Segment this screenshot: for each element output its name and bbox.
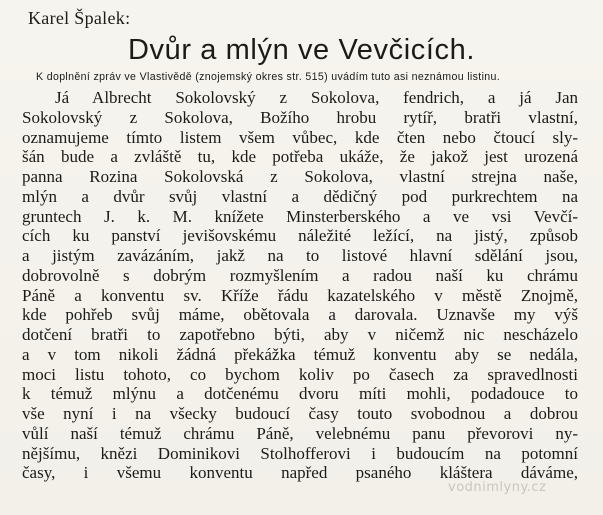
text-line: gruntech J. k. M. knížete Minsterberského a ve vsi Vevčí- xyxy=(22,206,578,226)
text-line: moci listu tohoto, co bychom koliv po časech za spravedlnosti xyxy=(22,364,578,384)
text-line: vše nyní i na všecky budoucí časy touto svobodnou a dobrou xyxy=(22,404,578,423)
body-text xyxy=(22,88,578,483)
text-line: časy, i všemu konventu napřed psaného kláštera dáváme, xyxy=(22,463,578,483)
article-title: Dvůr a mlýn ve Vevčicích. xyxy=(128,34,475,66)
text-line: mlýn a dvůr svůj vlastní a dědičný pod purkrechtem na xyxy=(22,186,578,206)
text-line: kde pohřeb svůj máme, obětovala a darovala. Uznavše my výš xyxy=(22,305,578,325)
text-line: šán bude a zvláště tu, kde potřeba ukáže, že jakož jest urozená xyxy=(22,147,578,167)
text-line: k témuž mlýnu a dotčenému dvoru míti mohli, podadouce to xyxy=(22,384,578,404)
text-line: Páně a konventu sv. Kříže řádu kazatelského v městě Znojmě, xyxy=(22,285,578,305)
text-line: a jistým zavázáním, jakž na to listové hlavní sdělání jsou, xyxy=(22,246,578,265)
text-line: dobrovolně s dobrým rozmyšlením a radou naší ku chrámu xyxy=(22,265,578,285)
text-line: Já Albrecht Sokolovský z Sokolova, fendrich, a já Jan xyxy=(55,88,578,107)
author-name: Karel Špalek: xyxy=(28,8,131,28)
text-line: Sokolovský z Sokolova, Božího hrobu rytíř, bratři vlastní, xyxy=(22,107,578,127)
text-line: panna Rozina Sokolovská z Sokolova, vlastní strejna naše, xyxy=(22,167,578,186)
text-line: a v tom nikoli žádná překážka témuž konventu aby se nedála, xyxy=(22,344,578,364)
text-line: oznamujeme tímto listem všem vůbec, kde čten nebo čtoucí sly- xyxy=(22,127,578,147)
article-subtitle: K doplnění zpráv ve Vlastivědě (znojemský okres str. 515) uvádím tuto asi neznámou listinu. xyxy=(36,71,501,83)
text-line: vůlí naší témuž chrámu Páně, velebnému panu převorovi ny- xyxy=(22,423,578,443)
text-line: cích ku panství jevišovskému náležité ležící, na jistý, způsob xyxy=(22,226,578,246)
text-line: dotčení bratři to zapotřebno býti, aby v ničemž nic nescházelo xyxy=(22,325,578,344)
watermark-text: vodnimlyny.cz xyxy=(448,480,547,495)
text-line: nějšímu, knězi Dominikovi Stolhofferovi i budoucím na potomní xyxy=(22,443,578,463)
